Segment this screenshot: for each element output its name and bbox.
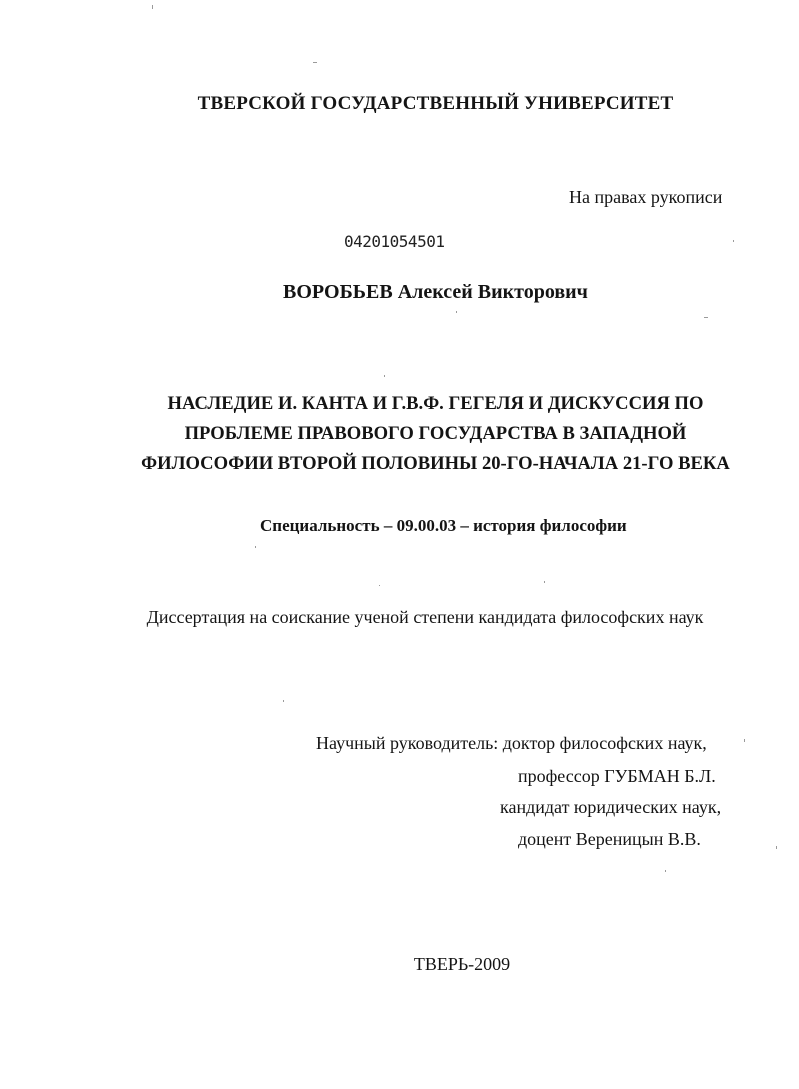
supervisor-line: профессор ГУБМАН Б.Л. [518,766,716,786]
scan-speck [283,700,284,702]
degree-statement: Диссертация на соискание ученой степени кандидата философских наук [146,607,704,627]
supervisor-line: кандидат юридических наук, [500,797,722,817]
supervisor-line: Научный руководитель: доктор философских наук, [316,733,707,753]
university-name: ТВЕРСКОЙ ГОСУДАРСТВЕННЫЙ УНИВЕРСИТЕТ [197,93,674,114]
scan-speck [704,317,708,318]
scan-speck [665,870,666,872]
title-line: ФИЛОСОФИИ ВТОРОЙ ПОЛОВИНЫ 20-ГО-НАЧАЛА 21-ГО ВЕКА [141,453,730,474]
title-line: ПРОБЛЕМЕ ПРАВОВОГО ГОСУДАРСТВА В ЗАПАДНОЙ [184,423,687,444]
dissertation-title [135,389,736,479]
specialty-line: Специальность – 09.00.03 – история философии [260,516,627,535]
scan-speck [313,62,317,63]
scan-speck [733,240,734,242]
library-stamp-code: 04201054501 [344,232,445,251]
city-year: ТВЕРЬ-2009 [413,954,511,974]
scan-speck [152,5,153,9]
manuscript-note: На правах рукописи [569,187,723,207]
scan-speck [379,585,380,586]
scan-speck [255,546,256,548]
scan-speck [744,739,745,742]
author-name: ВОРОБЬЕВ Алексей Викторович [283,281,588,303]
scan-speck [544,581,545,583]
supervisor-line: доцент Вереницын В.В. [518,829,701,849]
scan-speck [456,311,457,313]
scan-speck [384,375,385,377]
title-line: НАСЛЕДИЕ И. КАНТА И Г.В.Ф. ГЕГЕЛЯ И ДИСКУССИЯ ПО [167,393,704,414]
scan-speck [776,846,777,849]
